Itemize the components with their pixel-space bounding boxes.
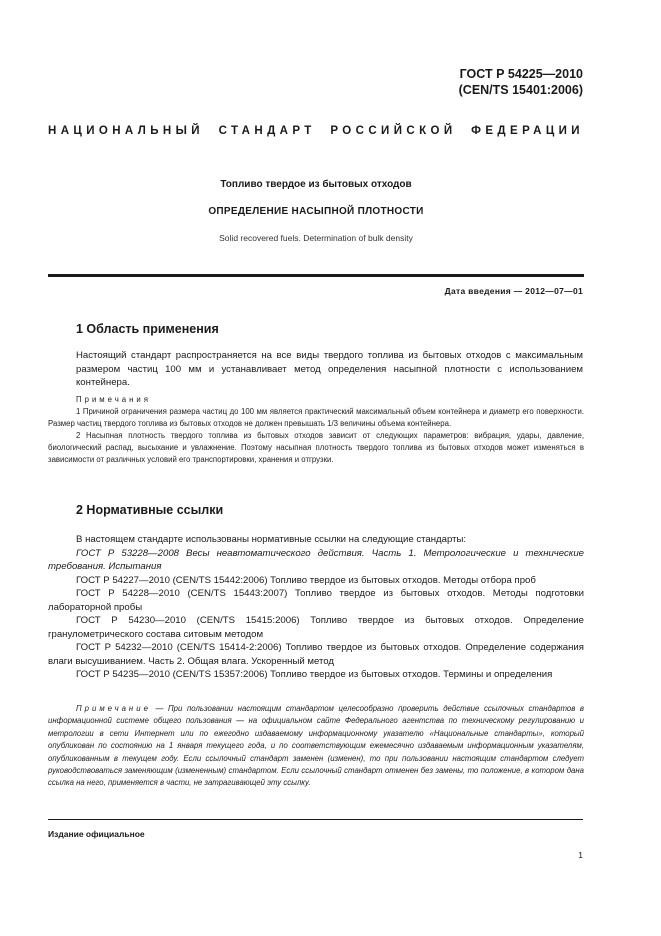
page-number: 1: [578, 850, 583, 860]
footer-divider: [48, 819, 583, 820]
section-1-text: Настоящий стандарт распространяется на все виды твердого топлива из бытовых отходов с максимальным размером частиц 100 мм и устанавливает метод определения насыпной плотности с использованием контейнера.: [76, 350, 583, 388]
document-title-en: Solid recovered fuels. Determination of bulk density: [219, 233, 413, 243]
note-2: 2 Насыпная плотность твердого топлива из бытовых отходов зависит от следующих параметров: вибрация, удары, давление, биологический распад, высыхание и увлажнение. Поэтому насыпная плотность твердого топлива из бытовых отходов может изменяться в зависимости от различных условий его транспортировки, хранения и отгрузки.: [48, 431, 584, 464]
standard-code-gost: ГОСТ Р 54225—2010: [459, 67, 583, 81]
reference-item: ГОСТ Р 54228—2010 (CEN/TS 15443:2007) Топливо твердое из бытовых отходов. Методы подготовки лабораторной пробы: [48, 588, 584, 613]
official-edition-label: Издание официальное: [48, 829, 145, 839]
introduction-date: Дата введения — 2012—07—01: [444, 286, 583, 296]
section-1-notes: [48, 394, 584, 466]
note-1: 1 Причиной ограничения размера частиц до 100 мм является практический максимальный объем контейнера и диаметр его поверхности. Размер частиц твердого топлива из бытовых отходов не должен превышать 1/3 величины объема контейнера.: [48, 407, 584, 428]
reference-item: ГОСТ Р 54235—2010 (CEN/TS 15357:2006) Топливо твердое из бытовых отходов. Термины и определения: [76, 669, 553, 680]
banner-word: СТАНДАРТ: [218, 125, 316, 137]
reference-item: ГОСТ Р 54227—2010 (CEN/TS 15442:2006) Топливо твердое из бытовых отходов. Методы отбора проб: [76, 574, 536, 586]
reference-item: ГОСТ Р 54230—2010 (CEN/TS 15415:2006) Топливо твердое из бытовых отходов. Определение гранулометрического состава ситовым методом: [48, 615, 584, 640]
section-1-paragraph: [76, 349, 583, 390]
banner-word: ФЕДЕРАЦИИ: [471, 125, 584, 137]
banner-word: РОССИЙСКОЙ: [330, 125, 457, 137]
normative-references: [48, 533, 584, 682]
reference-item: ГОСТ Р 53228—2008 Весы неавтоматического действия. Часть 1. Метрологические и технические требования. Испытания: [48, 547, 584, 572]
section-2-heading: 2 Нормативные ссылки: [76, 503, 224, 517]
references-note: [48, 703, 584, 790]
header-divider: [48, 274, 584, 277]
notes-label: Примечания: [76, 395, 152, 404]
banner-word: НАЦИОНАЛЬНЫЙ: [48, 125, 204, 137]
section-1-heading: 1 Область применения: [76, 322, 219, 336]
standard-code: [459, 66, 583, 98]
references-note-text: — При пользовании настоящим стандартом целесообразно проверить действие ссылочных стандартов в информационной системе общего пользования — на официальном сайте Федерального агентства по техническому регулированию и метрологии в сети Интернет или по ежегодно издаваемому информационному указателю «Национальные стандарты», который опубликован по состоянию на 1 января текущего года, и по соответствующим ежемесячно издаваемым информационным указателям, опубликованным в текущем году. Если ссылочный стандарт заменен (изменен), то при пользовании настоящим стандартом следует руководствоваться заменяющим (измененным) стандартом. Если ссылочный стандарт отменен без замены, то положение, в котором дана ссылка на него, применяется в части, не затрагивающей эту ссылку.: [48, 704, 584, 788]
references-intro: В настоящем стандарте использованы нормативные ссылки на следующие стандарты:: [76, 534, 467, 545]
document-title-ru: Топливо твердое из бытовых отходов: [220, 179, 412, 190]
references-note-label: Примечание: [76, 704, 151, 713]
national-standard-banner: [48, 125, 584, 137]
document-title-main: ОПРЕДЕЛЕНИЕ НАСЫПНОЙ ПЛОТНОСТИ: [208, 206, 424, 217]
reference-item: ГОСТ Р 54232—2010 (CEN/TS 15414-2:2006) Топливо твердое из бытовых отходов. Определение содержания влаги высушиванием. Часть 2. Общая влага. Ускоренный метод: [48, 642, 584, 667]
standard-code-cen: (CEN/TS 15401:2006): [458, 83, 583, 97]
